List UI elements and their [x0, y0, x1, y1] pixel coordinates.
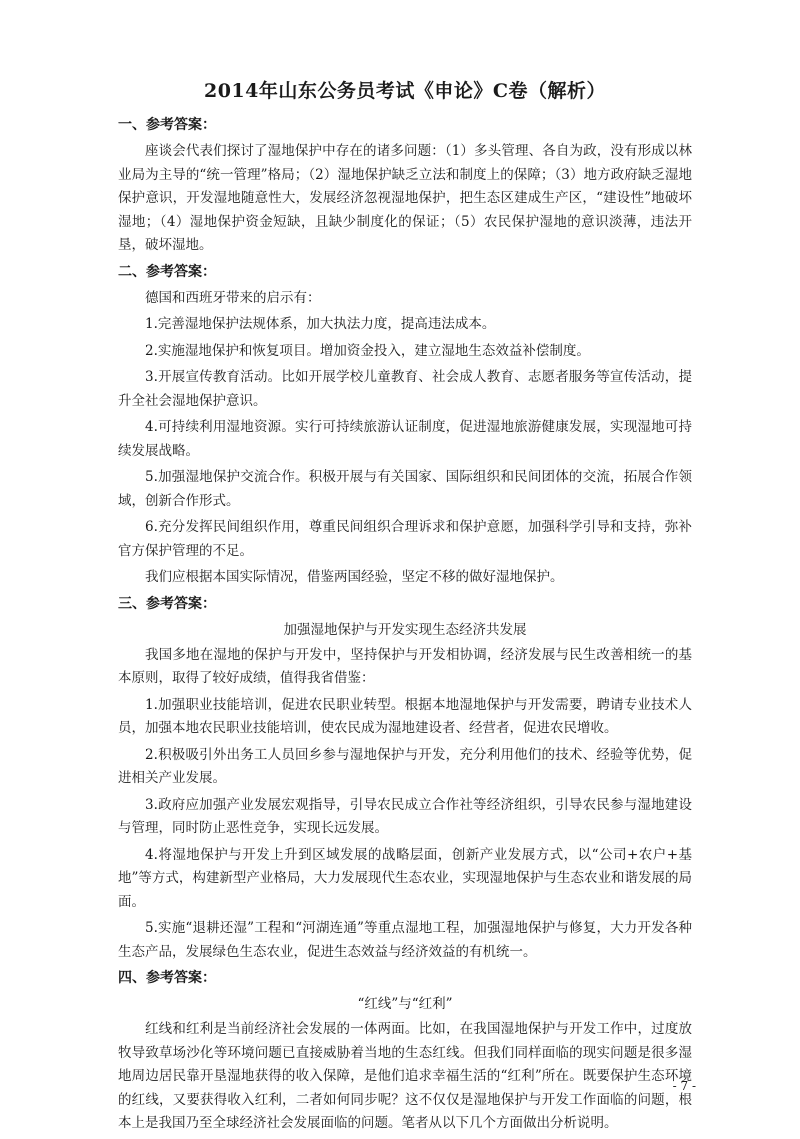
- section-2-item-2: 2.实施湿地保护和恢复项目。增加资金投入，建立湿地生态效益补偿制度。: [145, 342, 590, 359]
- section-4: [118, 967, 692, 1136]
- document-title: 2014年山东公务员考试《申论》C卷（解析）: [203, 80, 606, 102]
- section-2-item-5: 5.加强湿地保护交流合作。积极开展与有关国家、国际组织和民间团体的交流，拓展合作领域，创新合作形式。: [118, 469, 692, 509]
- section-3-intro: 我国多地在湿地的保护与开发中，坚持保护与开发相协调，经济发展与民生改善相统一的基本原则，取得了较好成绩，值得我省借鉴：: [118, 646, 692, 686]
- section-1: [118, 114, 692, 258]
- section-1-heading: 一、参考答案：: [118, 117, 216, 133]
- page-number: - 7 -: [672, 1079, 696, 1093]
- section-2-conclusion: 我们应根据本国实际情况，借鉴两国经验，坚定不移的做好湿地保护。: [145, 569, 564, 585]
- section-3-item-2: 2.积极吸引外出务工人员回乡参与湿地保护与开发，充分利用他们的技术、经验等优势，促进相关产业发展。: [118, 746, 692, 786]
- section-2-item-4: 4.可持续利用湿地资源。实行可持续旅游认证制度，促进湿地旅游健康发展，实现湿地可持续发展战略。: [118, 419, 692, 459]
- section-4-heading: 四、参考答案：: [118, 970, 216, 986]
- section-2-item-6: 6.充分发挥民间组织作用，尊重民间组织合理诉求和保护意愿，加强科学引导和支持，弥补官方保护管理的不足。: [118, 519, 692, 559]
- section-3-item-3: 3.政府应加强产业发展宏观指导，引导农民成立合作社等经济组织，引导农民参与湿地建设与管理，同时防止恶性竞争，实现长远发展。: [118, 796, 692, 836]
- section-2: [118, 261, 692, 590]
- section-3-item-5: 5.实施“退耕还湿”工程和“河湖连通”等重点湿地工程，加强湿地保护与修复，大力开发各种生态产品，发展绿色生态农业，促进生态效益与经济效益的有机统一。: [118, 920, 692, 960]
- section-2-item-3: 3.开展宣传教育活动。比如开展学校儿童教育、社会成人教育、志愿者服务等宣传活动，提升全社会湿地保护意识。: [118, 369, 692, 409]
- section-2-heading: 二、参考答案：: [118, 263, 216, 280]
- section-3-heading: 三、参考答案：: [118, 595, 216, 612]
- section-4-paragraph: 红线和红利是当前经济社会发展的一体两面。比如，在我国湿地保护与开发工作中，过度放牧导致草场沙化等环境问题已直接威胁着当地的生态红线。但我们同样面临的现实问题是很多湿地周边居民靠开垦湿地获得的收入保障，是他们追求幸福生活的“红利”所在。既要保护生态环境的红线，又要获得收入红利，二者如何同步呢？这不仅仅是湿地保护与开发工作面临的问题，根本上是我国乃至全球经济社会发展面临的问题。笔者从以下几个方面做出分析说明。: [118, 1021, 692, 1131]
- document-page: [118, 76, 692, 1139]
- section-2-item-1: 1.完善湿地保护法规体系，加大执法力度，提高违法成本。: [145, 316, 496, 332]
- section-3-item-1: 1.加强职业技能培训，促进农民职业转型。根据本地湿地保护与开发需要，聘请专业技术人员，加强本地农民职业技能培训，使农民成为湿地建设者、经营者，促进农民增收。: [118, 696, 692, 736]
- section-3-subtitle: 加强湿地保护与开发实现生态经济共发展: [283, 621, 527, 638]
- section-4-subtitle: “红线”与“红利”: [357, 996, 453, 1012]
- section-1-paragraph: 座谈会代表们探讨了湿地保护中存在的诸多问题：（1）多头管理、各自为政，没有形成以林业局为主导的“统一管理”格局；（2）湿地保护缺乏立法和制度上的保障；（3）地方政府缺乏湿地保护意识，开发湿地随意性大，发展经济忽视湿地保护，把生态区建成生产区，“建设性”地破坏湿地；（4）湿地保护资金短缺，且缺少制度化的保证；（5）农民保护湿地的意识淡薄，违法开垦，破坏湿地。: [118, 143, 692, 253]
- section-3: [118, 593, 692, 965]
- section-2-intro: 德国和西班牙带来的启示有：: [145, 289, 321, 306]
- section-3-item-4: 4.将湿地保护与开发上升到区域发展的战略层面，创新产业发展方式，以“公司+农户+基地”等方式，构建新型产业格局，大力发展现代生态农业，实现湿地保护与生态农业和谐发展的局面。: [118, 846, 692, 910]
